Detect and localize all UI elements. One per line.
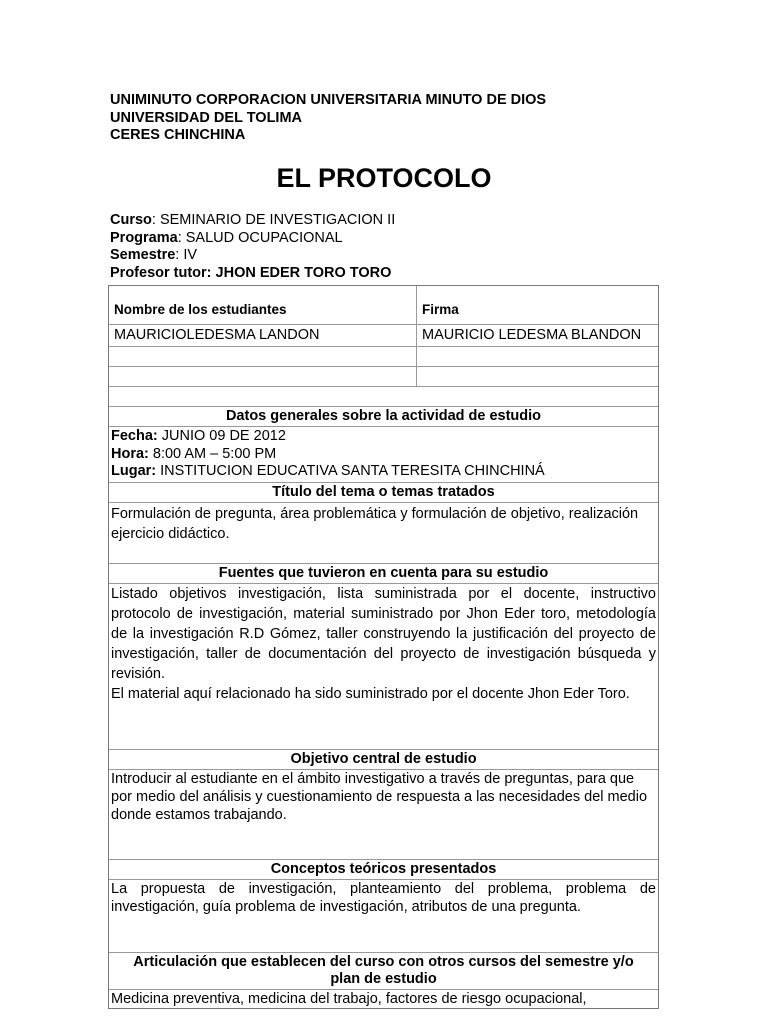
- student-name-cell: MAURICIOLEDESMA LANDON: [109, 325, 417, 346]
- titulo-heading: Título del tema o temas tratados: [109, 482, 658, 502]
- header-line-university: UNIVERSIDAD DEL TOLIMA: [110, 109, 303, 126]
- programa-line: [110, 230, 395, 248]
- semestre-line: [110, 247, 395, 265]
- table-row: [109, 324, 658, 346]
- table-row: [109, 346, 658, 366]
- fecha-value: JUNIO 09 DE 2012: [157, 428, 286, 444]
- document-header: [110, 92, 546, 145]
- lugar-label: Lugar:: [111, 463, 157, 479]
- header-line-ceres: CERES CHINCHINA: [110, 127, 246, 143]
- objetivo-text: Introducir al estudiante en el ámbito investigativo a través de preguntas, para que por medio del análisis y cuestionamiento de respuesta a las necesidades del medio donde estamos trabajando.: [109, 769, 658, 859]
- hora-value: 8:00 AM – 5:00 PM: [148, 445, 277, 462]
- student-firma-cell: MAURICIO LEDESMA BLANDON: [422, 327, 642, 343]
- curso-label: Curso: [110, 212, 152, 228]
- fuentes-block: [109, 583, 658, 749]
- profesor-label: Profesor tutor: JHON EDER TORO TORO: [110, 264, 392, 281]
- fecha-label: Fecha:: [111, 428, 158, 444]
- semestre-label: Semestre: [110, 247, 176, 263]
- header-line-institution: UNIMINUTO CORPORACION UNIVERSITARIA MINUTO DE DIOS: [110, 92, 547, 108]
- datos-block: [109, 426, 658, 482]
- conceptos-heading: Conceptos teóricos presentados: [109, 859, 658, 879]
- fuentes-heading: Fuentes que tuvieron en cuenta para su estudio: [109, 563, 658, 583]
- student-firma-cell: [417, 347, 658, 366]
- student-firma-cell: [417, 367, 658, 386]
- titulo-text: Formulación de pregunta, área problemática y formulación de objetivo, realización ejercicio didáctico.: [109, 502, 658, 563]
- lugar-line: [111, 463, 656, 481]
- profesor-line: [110, 265, 395, 283]
- fuentes-text: Listado objetivos investigación, lista suministrada por el docente, instructivo protocolo de investigación, material suministrado por Jhon Eder toro, metodología de la investigación R.D Gómez, taller construyendo la justificación del proyecto de investigación, taller de documentación del proyecto de investigación búsqueda y revisión.: [111, 585, 656, 682]
- course-info: [110, 212, 395, 282]
- student-name-cell: [109, 347, 417, 366]
- fecha-line: [111, 428, 656, 446]
- curso-line: [110, 212, 395, 230]
- conceptos-text: La propuesta de investigación, planteamiento del problema, problema de investigación, guía problema de investigación, atributos de una pregunta.: [109, 879, 658, 952]
- datos-heading: Datos generales sobre la actividad de estudio: [109, 406, 658, 426]
- lugar-value: INSTITUCION EDUCATIVA SANTA TERESITA CHINCHINÁ: [156, 463, 545, 479]
- fuentes-note: El material aquí relacionado ha sido suministrado por el docente Jhon Eder Toro.: [111, 685, 630, 702]
- student-name-cell: [109, 367, 417, 386]
- students-header-row: [109, 286, 658, 324]
- col-header-students: Nombre de los estudiantes: [109, 286, 417, 324]
- table-row: [109, 366, 658, 386]
- objetivo-heading: Objetivo central de estudio: [109, 749, 658, 769]
- hora-label: Hora:: [111, 445, 149, 462]
- col-header-firma: Firma: [422, 302, 459, 317]
- programa-label: Programa: [110, 229, 178, 246]
- hora-line: [111, 446, 656, 464]
- programa-value: : SALUD OCUPACIONAL: [177, 229, 343, 246]
- articulacion-heading: Articulación que establecen del curso con otros cursos del semestre y/o plan de estudio: [109, 952, 658, 989]
- articulacion-text: Medicina preventiva, medicina del trabajo, factores de riesgo ocupacional,: [109, 989, 658, 1008]
- semestre-value: : IV: [175, 247, 198, 263]
- table-spacer: [109, 386, 658, 406]
- curso-value: : SEMINARIO DE INVESTIGACION II: [151, 212, 396, 228]
- protocol-table: [108, 285, 659, 1009]
- document-title: EL PROTOCOLO: [276, 163, 492, 193]
